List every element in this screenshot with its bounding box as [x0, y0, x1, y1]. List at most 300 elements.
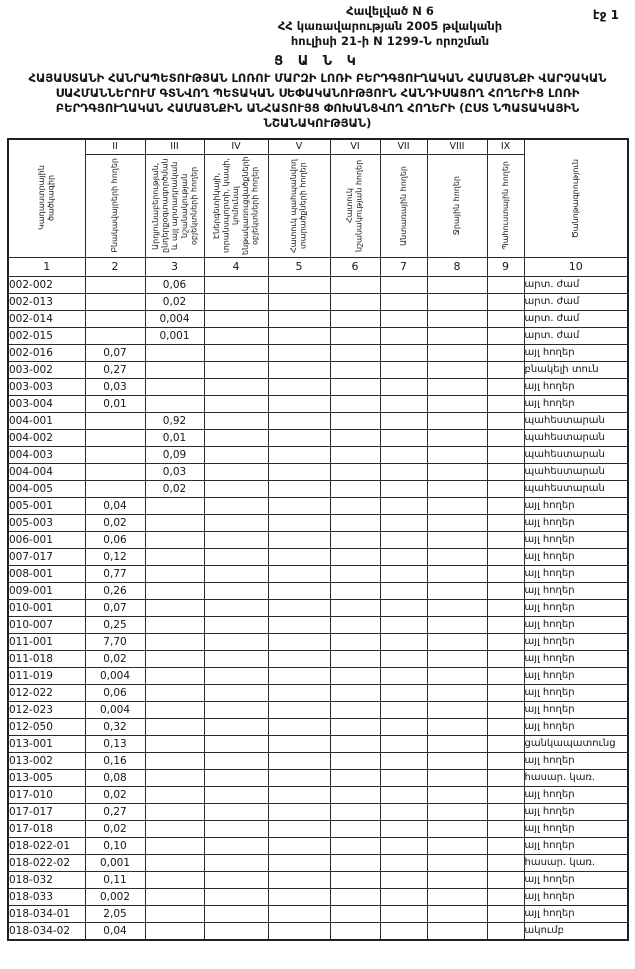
remark-cell: այլ հողեր: [524, 684, 628, 701]
area-cell-col-2: 0,07: [85, 599, 145, 616]
area-cell-col-5: [268, 293, 330, 310]
area-cell-col-6: [330, 412, 380, 429]
remark-cell: այլ հողեր: [524, 497, 628, 514]
area-cell-col-3: [145, 854, 204, 871]
remark-cell: արտ. ժամ: [524, 276, 628, 293]
area-cell-col-4: [204, 599, 268, 616]
area-cell-col-2: 0,13: [85, 735, 145, 752]
remark-cell: այլ հողեր: [524, 531, 628, 548]
area-cell-col-2: 2,05: [85, 905, 145, 922]
area-cell-col-8: [427, 667, 487, 684]
area-cell-col-8: [427, 837, 487, 854]
area-cell-col-2: 0,32: [85, 718, 145, 735]
area-cell-col-4: [204, 735, 268, 752]
area-cell-col-5: [268, 429, 330, 446]
area-cell-col-4: [204, 378, 268, 395]
area-cell-col-5: [268, 548, 330, 565]
area-cell-col-3: [145, 905, 204, 922]
area-cell-col-3: [145, 718, 204, 735]
area-cell-col-7: [380, 735, 427, 752]
remark-cell: այլ հողեր: [524, 344, 628, 361]
area-cell-col-8: [427, 344, 487, 361]
cadastral-code-cell: 010-007: [8, 616, 85, 633]
table-row: [8, 395, 628, 412]
area-cell-col-5: [268, 888, 330, 905]
area-cell-col-5: [268, 752, 330, 769]
area-cell-col-8: [427, 786, 487, 803]
area-cell-col-7: [380, 922, 427, 940]
area-cell-col-3: [145, 344, 204, 361]
area-cell-col-7: [380, 803, 427, 820]
area-cell-col-9: [487, 735, 524, 752]
header-reserve-lands: [487, 154, 524, 257]
area-cell-col-9: [487, 769, 524, 786]
area-cell-col-6: [330, 497, 380, 514]
decree-line-2: հուլիսի 21-ի N 1299-Ն որոշման: [290, 33, 490, 48]
area-cell-col-8: [427, 718, 487, 735]
area-cell-col-3: [145, 514, 204, 531]
cadastral-code-cell: 017-017: [8, 803, 85, 820]
area-cell-col-3: [145, 820, 204, 837]
area-cell-col-6: [330, 582, 380, 599]
document-subtitle: ՀԱՅԱՍՏԱՆԻ ՀԱՆՐԱՊԵՏՈՒԹՅԱՆ ԼՈՌՈՒ ՄԱՐԶԻ ԼՈՌԻ ԲԵՐԴԳՅՈՒՂԱԿԱՆ ՀԱՄԱՅՆՔԻ ՎԱՐՉԱԿԱՆ ՍԱՀՄԱՆՆԵՐՈՒՄ ԳՏՆՎՈՂ ՊԵՏԱԿԱՆ ՍԵՓԱԿԱՆՈՒԹՅՈՒՆ ՀԱՆԴԻՍԱՑՈՂ ՀՈՂԵՐԻՑ ԼՈՌԻ ԲԵՐԴԳՅՈՒՂԱԿԱՆ ՀԱՄԱՅՆՔԻՆ ԱՆՀԱՏՈՒՅՑ ՓՈԽԱՆՑՎՈՂ ՀՈՂԵՐԻ (ԸՍՏ ՆՊԱՏԱԿԱՅԻՆ ՆՇԱՆԱԿՈՒԹՅԱՆ): [28, 70, 607, 130]
header-water-lands-label: Ջրային հողեր: [452, 175, 462, 236]
area-cell-col-2: 0,12: [85, 548, 145, 565]
area-cell-col-2: [85, 310, 145, 327]
area-cell-col-8: [427, 463, 487, 480]
area-cell-col-9: [487, 752, 524, 769]
table-row: [8, 616, 628, 633]
area-cell-col-8: [427, 735, 487, 752]
area-cell-col-7: [380, 837, 427, 854]
area-cell-col-7: [380, 276, 427, 293]
area-cell-col-6: [330, 480, 380, 497]
area-cell-col-4: [204, 905, 268, 922]
area-cell-col-6: [330, 769, 380, 786]
table-row: [8, 786, 628, 803]
area-cell-col-5: [268, 276, 330, 293]
cadastral-code-cell: 004-001: [8, 412, 85, 429]
area-cell-col-7: [380, 905, 427, 922]
area-cell-col-9: [487, 599, 524, 616]
area-cell-col-6: [330, 667, 380, 684]
area-cell-col-8: [427, 361, 487, 378]
remark-cell: պահեստարան: [524, 480, 628, 497]
area-cell-col-4: [204, 395, 268, 412]
area-cell-col-9: [487, 497, 524, 514]
table-row: [8, 548, 628, 565]
area-cell-col-6: [330, 344, 380, 361]
land-transfer-table: [7, 138, 629, 941]
area-cell-col-2: [85, 463, 145, 480]
area-cell-col-7: [380, 378, 427, 395]
area-cell-col-6: [330, 701, 380, 718]
area-cell-col-8: [427, 684, 487, 701]
area-cell-col-7: [380, 752, 427, 769]
area-cell-col-3: [145, 735, 204, 752]
area-cell-col-8: [427, 820, 487, 837]
area-cell-col-5: [268, 922, 330, 940]
remark-cell: այլ հողեր: [524, 888, 628, 905]
area-cell-col-3: [145, 769, 204, 786]
area-cell-col-9: [487, 344, 524, 361]
column-number-9: 9: [487, 257, 524, 276]
cadastral-code-cell: 012-050: [8, 718, 85, 735]
area-cell-col-3: [145, 786, 204, 803]
header-forest-lands-label: Անտառային հողեր: [398, 165, 408, 246]
area-cell-col-6: [330, 599, 380, 616]
cadastral-code-cell: 017-018: [8, 820, 85, 837]
area-cell-col-4: [204, 667, 268, 684]
area-cell-col-4: [204, 514, 268, 531]
area-cell-col-4: [204, 871, 268, 888]
area-cell-col-3: [145, 548, 204, 565]
area-cell-col-2: 0,002: [85, 888, 145, 905]
area-cell-col-2: 0,02: [85, 820, 145, 837]
page-number-label: էջ 1: [592, 8, 619, 22]
area-cell-col-2: 0,04: [85, 922, 145, 940]
area-cell-col-4: [204, 633, 268, 650]
table-row: [8, 582, 628, 599]
cadastral-code-cell: 011-001: [8, 633, 85, 650]
area-cell-col-3: [145, 871, 204, 888]
remark-cell: այլ հողեր: [524, 548, 628, 565]
header-protected-areas-lands: [268, 154, 330, 257]
table-row: [8, 599, 628, 616]
area-cell-col-5: [268, 310, 330, 327]
table-row: [8, 854, 628, 871]
area-cell-col-4: [204, 752, 268, 769]
area-cell-col-7: [380, 395, 427, 412]
area-cell-col-5: [268, 378, 330, 395]
area-cell-col-6: [330, 786, 380, 803]
area-cell-col-6: [330, 616, 380, 633]
area-cell-col-5: [268, 395, 330, 412]
area-cell-col-7: [380, 582, 427, 599]
area-cell-col-8: [427, 412, 487, 429]
area-cell-col-7: [380, 446, 427, 463]
area-cell-col-6: [330, 871, 380, 888]
remark-cell: այլ հողեր: [524, 871, 628, 888]
area-cell-col-4: [204, 684, 268, 701]
area-cell-col-5: [268, 531, 330, 548]
area-cell-col-3: 0,02: [145, 293, 204, 310]
area-cell-col-2: 0,004: [85, 701, 145, 718]
remark-cell: այլ հողեր: [524, 803, 628, 820]
area-cell-col-4: [204, 837, 268, 854]
table-row: [8, 497, 628, 514]
area-cell-col-7: [380, 531, 427, 548]
header-cadastral-code: [8, 139, 85, 258]
remark-cell: այլ հողեր: [524, 786, 628, 803]
area-cell-col-4: [204, 548, 268, 565]
area-cell-col-9: [487, 531, 524, 548]
area-cell-col-4: [204, 344, 268, 361]
area-cell-col-7: [380, 310, 427, 327]
cadastral-code-cell: 006-001: [8, 531, 85, 548]
area-cell-col-7: [380, 565, 427, 582]
area-cell-col-2: [85, 276, 145, 293]
area-cell-col-3: [145, 684, 204, 701]
cadastral-code-cell: 013-005: [8, 769, 85, 786]
area-cell-col-2: 0,02: [85, 650, 145, 667]
area-cell-col-4: [204, 565, 268, 582]
area-cell-col-3: 0,03: [145, 463, 204, 480]
remark-cell: այլ հողեր: [524, 514, 628, 531]
area-cell-col-6: [330, 735, 380, 752]
table-row: [8, 480, 628, 497]
table-row: [8, 293, 628, 310]
area-cell-col-3: 0,92: [145, 412, 204, 429]
remark-cell: բնակելի տուն: [524, 361, 628, 378]
area-cell-col-4: [204, 820, 268, 837]
table-row: [8, 667, 628, 684]
column-number-1: 1: [8, 257, 85, 276]
column-number-row: [8, 257, 628, 276]
remark-cell: արտ. ժամ: [524, 293, 628, 310]
area-cell-col-6: [330, 854, 380, 871]
remark-cell: արտ. ժամ: [524, 327, 628, 344]
cadastral-code-cell: 004-002: [8, 429, 85, 446]
area-cell-col-6: [330, 905, 380, 922]
table-row: [8, 684, 628, 701]
area-cell-col-8: [427, 429, 487, 446]
area-cell-col-8: [427, 854, 487, 871]
table-row: [8, 735, 628, 752]
area-cell-col-5: [268, 701, 330, 718]
area-cell-col-9: [487, 429, 524, 446]
cadastral-code-cell: 009-001: [8, 582, 85, 599]
area-cell-col-5: [268, 871, 330, 888]
area-cell-col-6: [330, 514, 380, 531]
roman-numeral-vii: VII: [380, 139, 427, 155]
table-row: [8, 633, 628, 650]
area-cell-col-7: [380, 497, 427, 514]
area-cell-col-5: [268, 786, 330, 803]
header-residential-lands: [85, 154, 145, 257]
area-cell-col-5: [268, 327, 330, 344]
area-cell-col-9: [487, 463, 524, 480]
area-cell-col-5: [268, 497, 330, 514]
header-energy-transport-lands-label: Էներգետիկայի, տրանսպորտի, կապի, կոմունալ ենթակառուցվածքների օբյեկտների հողեր: [212, 155, 260, 255]
table-row: [8, 565, 628, 582]
area-cell-col-3: [145, 667, 204, 684]
area-cell-col-6: [330, 803, 380, 820]
header-special-purpose-lands: [330, 154, 380, 257]
area-cell-col-8: [427, 752, 487, 769]
remark-cell: արտ. ժամ: [524, 310, 628, 327]
column-number-4: 4: [204, 257, 268, 276]
area-cell-col-6: [330, 837, 380, 854]
cadastral-code-cell: 004-004: [8, 463, 85, 480]
area-cell-col-6: [330, 752, 380, 769]
area-cell-col-7: [380, 650, 427, 667]
area-cell-col-4: [204, 293, 268, 310]
area-cell-col-6: [330, 718, 380, 735]
header-reserve-lands-label: Պահուստային հողեր: [500, 161, 510, 250]
header-industrial-lands-label: Արդյունաբերության, ընդերքօգտագործման և այլ արտադրական նշանակության օբյեկտների հողեր: [150, 158, 198, 253]
area-cell-col-4: [204, 412, 268, 429]
area-cell-col-2: 0,01: [85, 395, 145, 412]
document-title: Ց Ա Ն Կ: [274, 53, 361, 69]
area-cell-col-6: [330, 378, 380, 395]
area-cell-col-3: [145, 531, 204, 548]
area-cell-col-8: [427, 531, 487, 548]
remark-cell: այլ հողեր: [524, 565, 628, 582]
area-cell-col-8: [427, 582, 487, 599]
column-number-8: 8: [427, 257, 487, 276]
cadastral-code-cell: 004-005: [8, 480, 85, 497]
area-cell-col-8: [427, 276, 487, 293]
area-cell-col-8: [427, 650, 487, 667]
area-cell-col-6: [330, 446, 380, 463]
area-cell-col-4: [204, 463, 268, 480]
cadastral-code-cell: 018-022-02: [8, 854, 85, 871]
area-cell-col-5: [268, 667, 330, 684]
area-cell-col-5: [268, 735, 330, 752]
area-cell-col-3: [145, 616, 204, 633]
area-cell-col-5: [268, 820, 330, 837]
remark-cell: այլ հողեր: [524, 650, 628, 667]
area-cell-col-7: [380, 412, 427, 429]
remark-cell: ակումբ: [524, 922, 628, 940]
header-remarks-label: Ծանոթագրություն: [570, 158, 580, 238]
area-cell-col-7: [380, 769, 427, 786]
roman-numeral-row: [8, 139, 628, 155]
area-cell-col-8: [427, 616, 487, 633]
area-cell-col-2: 0,08: [85, 769, 145, 786]
table-row: [8, 429, 628, 446]
cadastral-code-cell: 005-003: [8, 514, 85, 531]
area-cell-col-8: [427, 803, 487, 820]
cadastral-code-cell: 012-022: [8, 684, 85, 701]
cadastral-code-cell: 003-002: [8, 361, 85, 378]
column-number-6: 6: [330, 257, 380, 276]
remark-cell: այլ հողեր: [524, 820, 628, 837]
area-cell-col-2: 0,16: [85, 752, 145, 769]
header-cadastral-code-label: Կադաստրային ծածկագիր: [37, 165, 56, 231]
area-cell-col-7: [380, 701, 427, 718]
area-cell-col-3: [145, 599, 204, 616]
area-cell-col-2: 0,25: [85, 616, 145, 633]
area-cell-col-9: [487, 276, 524, 293]
cadastral-code-cell: 018-034-02: [8, 922, 85, 940]
area-cell-col-9: [487, 616, 524, 633]
area-cell-col-8: [427, 565, 487, 582]
table-row: [8, 922, 628, 940]
area-cell-col-7: [380, 480, 427, 497]
area-cell-col-2: 0,03: [85, 378, 145, 395]
table-row: [8, 905, 628, 922]
area-cell-col-2: 0,04: [85, 497, 145, 514]
area-cell-col-8: [427, 446, 487, 463]
area-cell-col-7: [380, 429, 427, 446]
area-cell-col-4: [204, 718, 268, 735]
area-cell-col-6: [330, 327, 380, 344]
area-cell-col-9: [487, 412, 524, 429]
table-row: [8, 327, 628, 344]
cadastral-code-cell: 004-003: [8, 446, 85, 463]
area-cell-col-5: [268, 769, 330, 786]
area-cell-col-9: [487, 905, 524, 922]
area-cell-col-8: [427, 905, 487, 922]
area-cell-col-5: [268, 633, 330, 650]
area-cell-col-8: [427, 378, 487, 395]
table-row: [8, 888, 628, 905]
table-row: [8, 701, 628, 718]
cadastral-code-cell: 013-002: [8, 752, 85, 769]
area-cell-col-7: [380, 361, 427, 378]
area-cell-col-9: [487, 480, 524, 497]
area-cell-col-3: [145, 650, 204, 667]
area-cell-col-2: 0,77: [85, 565, 145, 582]
area-cell-col-9: [487, 820, 524, 837]
header-water-lands: [427, 154, 487, 257]
area-cell-col-3: 0,004: [145, 310, 204, 327]
area-cell-col-6: [330, 820, 380, 837]
column-number-7: 7: [380, 257, 427, 276]
cadastral-code-cell: 002-013: [8, 293, 85, 310]
table-row: [8, 361, 628, 378]
cadastral-code-cell: 018-032: [8, 871, 85, 888]
area-cell-col-6: [330, 650, 380, 667]
cadastral-code-cell: 008-001: [8, 565, 85, 582]
area-cell-col-4: [204, 854, 268, 871]
remark-cell: պահեստարան: [524, 412, 628, 429]
area-cell-col-5: [268, 718, 330, 735]
area-cell-col-9: [487, 548, 524, 565]
column-number-2: 2: [85, 257, 145, 276]
area-cell-col-8: [427, 548, 487, 565]
area-cell-col-7: [380, 820, 427, 837]
area-cell-col-4: [204, 803, 268, 820]
header-energy-transport-lands: [204, 154, 268, 257]
area-cell-col-4: [204, 497, 268, 514]
area-cell-col-9: [487, 565, 524, 582]
area-cell-col-4: [204, 922, 268, 940]
area-cell-col-3: [145, 922, 204, 940]
cadastral-code-cell: 018-034-01: [8, 905, 85, 922]
area-cell-col-6: [330, 395, 380, 412]
area-cell-col-3: [145, 378, 204, 395]
header-protected-areas-lands-label: Հատուկ պահպանվող տարածքների հողեր: [289, 158, 308, 253]
area-cell-col-8: [427, 514, 487, 531]
area-cell-col-6: [330, 565, 380, 582]
table-row: [8, 650, 628, 667]
area-cell-col-8: [427, 310, 487, 327]
area-cell-col-5: [268, 905, 330, 922]
area-cell-col-8: [427, 922, 487, 940]
area-cell-col-8: [427, 871, 487, 888]
area-cell-col-3: 0,09: [145, 446, 204, 463]
remark-cell: պահեստարան: [524, 429, 628, 446]
table-row: [8, 446, 628, 463]
roman-numeral-ii: II: [85, 139, 145, 155]
area-cell-col-2: [85, 327, 145, 344]
area-cell-col-2: 0,06: [85, 531, 145, 548]
area-cell-col-2: 0,27: [85, 361, 145, 378]
area-cell-col-9: [487, 701, 524, 718]
area-cell-col-7: [380, 514, 427, 531]
area-cell-col-5: [268, 650, 330, 667]
remark-cell: այլ հողեր: [524, 599, 628, 616]
area-cell-col-5: [268, 599, 330, 616]
cadastral-code-cell: 012-023: [8, 701, 85, 718]
area-cell-col-3: [145, 565, 204, 582]
roman-numeral-ix: IX: [487, 139, 524, 155]
area-cell-col-7: [380, 344, 427, 361]
area-cell-col-4: [204, 531, 268, 548]
